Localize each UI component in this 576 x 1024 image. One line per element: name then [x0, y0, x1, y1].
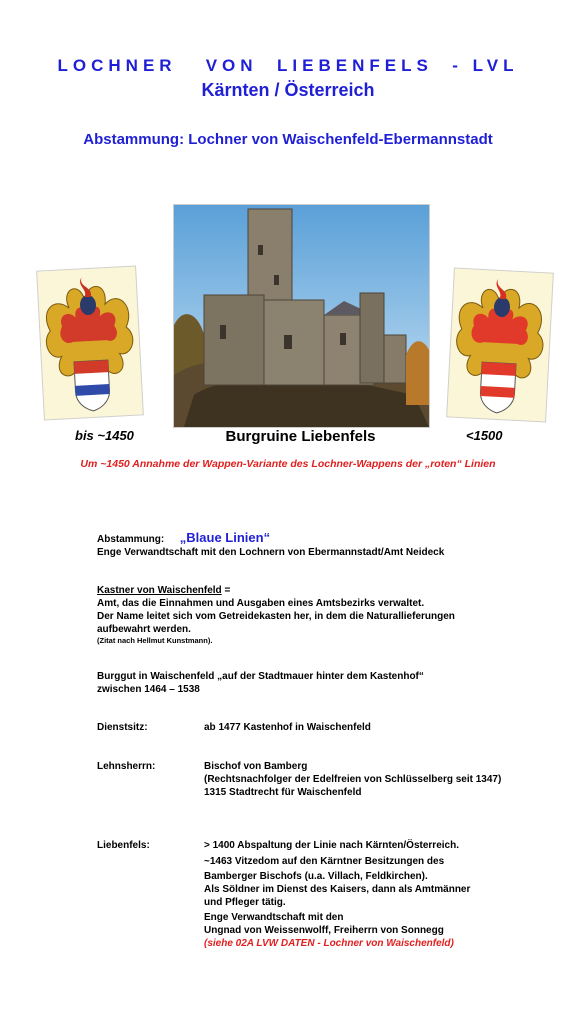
kastner-line-2: Der Name leitet sich vom Getreidekasten her, in dem die Naturallieferungen [97, 611, 455, 622]
dienstsitz-label: Dienstsitz: [97, 722, 148, 733]
burggut-line-2: zwischen 1464 – 1538 [97, 684, 200, 695]
liebenfels-line-3: Bamberger Bischofs (u.a. Villach, Feldkirchen). [204, 871, 428, 882]
liebenfels-line-4: Als Söldner im Dienst des Kaisers, dann als Amtmänner [204, 884, 471, 895]
kastner-heading: Kastner von Waischenfeld [97, 585, 222, 596]
right-crest-caption: <1500 [466, 428, 503, 443]
kastner-heading-row [97, 584, 230, 597]
liebenfels-line-7: Ungnad von Weissenwolff, Freiherrn von Sonnegg [204, 925, 444, 936]
kastner-line-3: aufbewahrt werden. [97, 624, 191, 635]
kastner-line-1: Amt, das die Einnahmen und Ausgaben eines Amtsbezirks verwaltet. [97, 598, 425, 609]
left-coat-of-arms-image [36, 265, 144, 420]
liebenfels-label: Liebenfels: [97, 840, 150, 851]
castle-caption: Burgruine Liebenfels [225, 428, 376, 445]
liebenfels-line-5: und Pfleger tätig. [204, 897, 286, 908]
abstammung-line: Enge Verwandtschaft mit den Lochnern von Ebermannstadt/Amt Neideck [97, 547, 445, 558]
abstammung-label: Abstammung: [97, 534, 165, 545]
liebenfels-line-6: Enge Verwandtschaft mit den [204, 912, 344, 923]
abstammung-row [97, 531, 270, 546]
right-coat-of-arms-image [446, 267, 554, 422]
castle-ruin-photo [173, 204, 430, 428]
left-crest-caption: bis ~1450 [75, 428, 134, 443]
lehnsherrn-label: Lehnsherrn: [97, 761, 156, 772]
liebenfels-line-1: > 1400 Abspaltung der Linie nach Kärnten/Österreich. [204, 840, 459, 851]
lehnsherrn-line-1: Bischof von Bamberg [204, 761, 308, 772]
burggut-line-1: Burggut in Waischenfeld „auf der Stadtmauer hinter dem Kastenhof“ [97, 671, 424, 682]
dienstsitz-value: ab 1477 Kastenhof in Waischenfeld [204, 722, 371, 733]
coat-of-arms-note: Um ~1450 Annahme der Wappen-Variante des Lochner-Wappens der „roten“ Linien [80, 458, 496, 470]
lehnsherrn-line-3: 1315 Stadtrecht für Waischenfeld [204, 787, 362, 798]
lehnsherrn-line-2: (Rechtsnachfolger der Edelfreien von Schlüsselberg seit 1347) [204, 774, 502, 785]
liebenfels-line-2: ~1463 Vitzedom auf den Kärntner Besitzungen des [204, 856, 445, 867]
kastner-citation: (Zitat nach Hellmut Kunstmann). [97, 636, 213, 645]
liebenfels-reference: (siehe 02A LVW DATEN - Lochner von Waischenfeld) [204, 938, 454, 949]
descent-heading: Abstammung: Lochner von Waischenfeld-Ebermannstadt [83, 131, 493, 148]
page-subtitle: Kärnten / Österreich [201, 80, 375, 100]
abstammung-value: „Blaue Linien“ [179, 530, 271, 545]
page-title: LOCHNER VON LIEBENFELS - LVL [57, 56, 519, 75]
kastner-heading-suffix: = [221, 585, 231, 596]
